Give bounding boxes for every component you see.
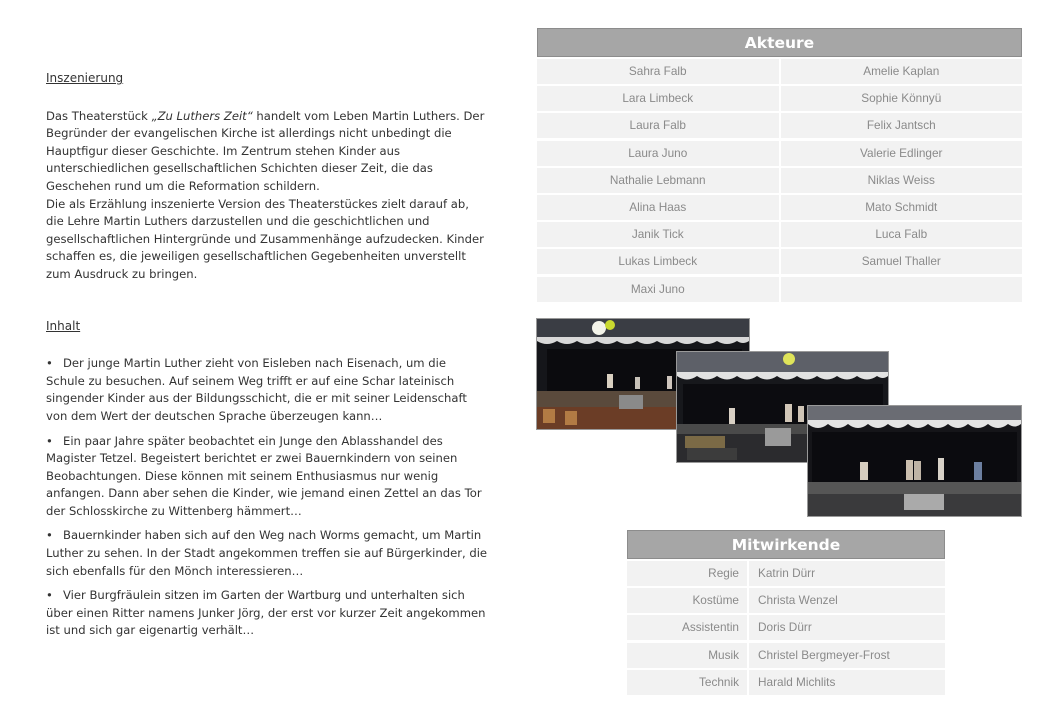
staging-heading: Inszenierung — [46, 71, 124, 85]
stage-photo-image — [808, 406, 1021, 516]
crew-name: Doris Dürr — [749, 615, 945, 640]
stage-photo-3 — [807, 405, 1022, 517]
crew-row — [627, 615, 945, 640]
crew-row — [627, 588, 945, 613]
crew-role: Regie — [627, 561, 747, 586]
bullet-dot: • — [46, 528, 53, 543]
left-column — [46, 70, 488, 647]
bullet-text: Bauernkinder haben sich auf den Weg nach Worms gemacht, um Martin Luther zu sehen. In der Stadt angekommen treffen sie auf Bürgerkinder, die sich ebenfalls für den Mönch interessieren… — [46, 528, 488, 578]
staging-text-start: Das Theaterstück — [46, 108, 152, 123]
actor-cell: Maxi Juno — [537, 277, 779, 302]
actor-cell: Nathalie Lebmann — [537, 168, 779, 193]
crew-role: Technik — [627, 670, 747, 695]
content-heading: Inhalt — [46, 318, 81, 333]
actors-table — [537, 28, 1022, 304]
crew-name: Harald Michlits — [749, 670, 945, 695]
staging-paragraph-1 — [46, 108, 488, 196]
crew-row — [627, 561, 945, 586]
actor-cell: Niklas Weiss — [781, 168, 1023, 193]
play-title: „Zu Luthers Zeit“ — [151, 108, 253, 123]
bullet-text: Ein paar Jahre später beobachtet ein Junge den Ablasshandel des Magister Tetzel. Begeistert berichtet er zwei Bauernkindern von seinen Beobachtungen. Diese können mit seinem Enthusiasmus nur wenig anfangen. Dann aber sehen die Kinder, wie jemand einen Zettel an das Tor der Schlosskirche zu Wittenberg hämmert… — [46, 433, 482, 518]
crew-role: Kostüme — [627, 588, 747, 613]
crew-rows — [627, 561, 945, 695]
actors-heading: Akteure — [537, 28, 1022, 57]
content-bullet — [46, 433, 488, 521]
actor-cell: Amelie Kaplan — [781, 59, 1023, 84]
bullet-dot: • — [46, 356, 53, 371]
actor-cell: Laura Falb — [537, 113, 779, 138]
crew-heading: Mitwirkende — [627, 530, 945, 559]
crew-role: Assistentin — [627, 615, 747, 640]
content-bullet-list — [46, 355, 488, 640]
crew-name: Christa Wenzel — [749, 588, 945, 613]
actor-cell: Sophie Könnyü — [781, 86, 1023, 111]
crew-role: Musik — [627, 643, 747, 668]
bullet-text: Der junge Martin Luther zieht von Eisleben nach Eisenach, um die Schule zu besuchen. Auf seinem Weg trifft er auf eine Schar lateinisch singender Kinder aus der Bildungsschicht, die er mit seiner Leidenschaft von dem Wert der deutschen Sprache überzeugen kann… — [46, 356, 467, 423]
staging-text-rest: handelt vom Leben Martin Luthers. Der Begründer der evangelischen Kirche ist allerdings nicht unbedingt die Hauptfigur dieser Geschichte. Im Zentrum stehen Kinder aus unterschiedlichen gesellschaftlichen Schichten dieser Zeit, die das Geschehen rund um die Reformation schildern. — [46, 108, 485, 193]
content-bullet — [46, 355, 488, 425]
content-bullet — [46, 587, 488, 640]
crew-name: Christel Bergmeyer-Frost — [749, 643, 945, 668]
actor-cell: Janik Tick — [537, 222, 779, 247]
actor-cell: Lukas Limbeck — [537, 249, 779, 274]
actor-cell: Valerie Edlinger — [781, 141, 1023, 166]
actor-cell: Luca Falb — [781, 222, 1023, 247]
crew-name: Katrin Dürr — [749, 561, 945, 586]
crew-row — [627, 670, 945, 695]
actor-cell: Samuel Thaller — [781, 249, 1023, 274]
actor-cell: Sahra Falb — [537, 59, 779, 84]
actors-grid — [537, 59, 1022, 304]
staging-paragraph-2: Die als Erzählung inszenierte Version des Theaterstückes zielt darauf ab, die Lehre Martin Luthers darzustellen und die geschichtlichen und gesellschaftlichen Hintergründe und Zusammenhänge aufzudecken. Kinder schaffen es, die jeweiligen gesellschaftlichen Gegebenheiten unverstellt zum Ausdruck zu bringen. — [46, 196, 484, 281]
actor-cell-empty — [781, 277, 1023, 302]
actor-cell: Laura Juno — [537, 141, 779, 166]
crew-table — [627, 530, 945, 697]
content-bullet — [46, 527, 488, 580]
bullet-dot: • — [46, 588, 53, 603]
bullet-text: Vier Burgfräulein sitzen im Garten der Wartburg und unterhalten sich über einen Ritter namens Junker Jörg, der erst vor kurzer Zeit angekommen ist und sich gar eigenartig verhält… — [46, 588, 486, 638]
bullet-dot: • — [46, 433, 53, 448]
actor-cell: Lara Limbeck — [537, 86, 779, 111]
actor-cell: Felix Jantsch — [781, 113, 1023, 138]
crew-row — [627, 643, 945, 668]
actor-cell: Alina Haas — [537, 195, 779, 220]
actor-cell: Mato Schmidt — [781, 195, 1023, 220]
